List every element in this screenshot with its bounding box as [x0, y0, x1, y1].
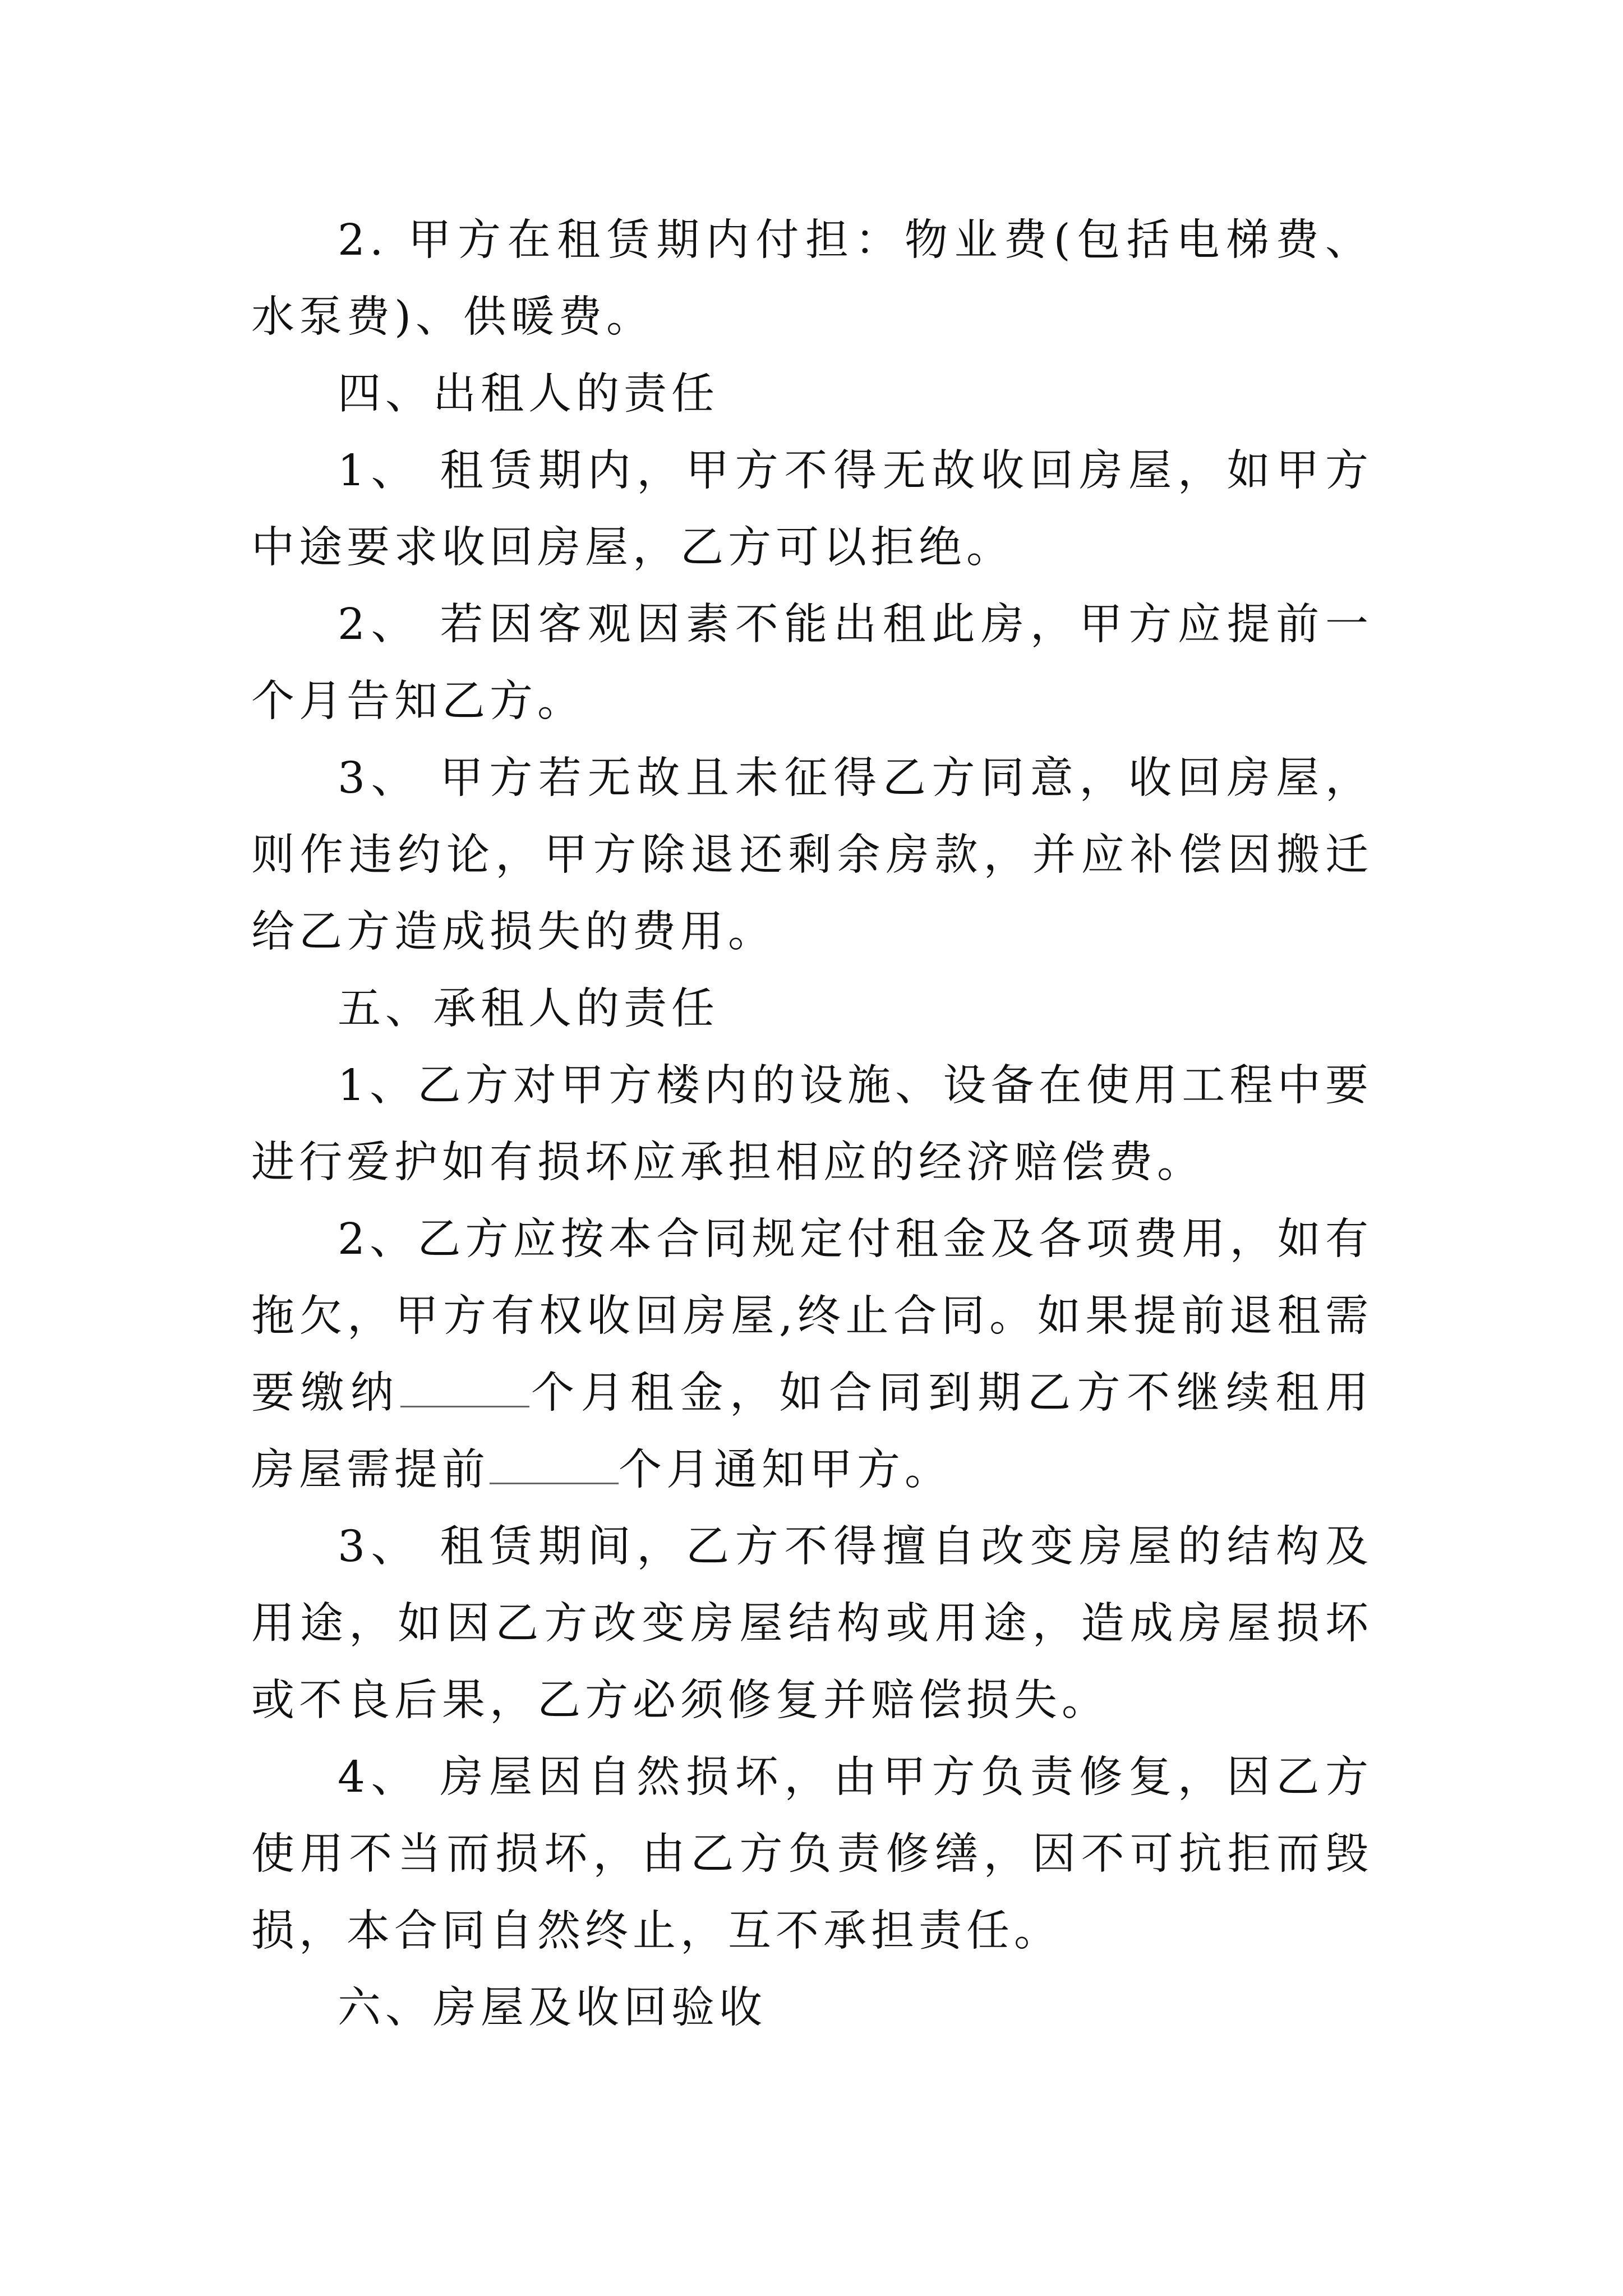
fill-in-blank [490, 1443, 619, 1484]
section-heading: 四、出租人的责任 [338, 369, 719, 419]
fill-in-blank [400, 1366, 529, 1407]
paragraph: 2、 若因客观因素不能出租此房，甲方应提前一个月告知乙方。 [251, 600, 1373, 726]
paragraph: 4、 房屋因自然损坏，由甲方负责修复，因乙方使用不当而损坏，由乙方负责修缮，因不可抗拒而毁损，本合同自然终止，互不承担责任。 [251, 1752, 1373, 1956]
paragraph: 3、 租赁期间，乙方不得擅自改变房屋的结构及用途，如因乙方改变房屋结构或用途，造成房屋损坏或不良后果，乙方必须修复并赔偿损失。 [251, 1522, 1373, 1726]
document-body [251, 202, 1373, 2046]
paragraph-text: 2、乙方应按本合同规定付租金及各项费用，如有拖欠，甲方有权收回房屋,终止合同。如果提前退租需要缴纳 [251, 1214, 1373, 1418]
paragraph-text: 个月通知甲方。 [619, 1445, 952, 1495]
section-heading: 五、承租人的责任 [338, 984, 719, 1034]
section-heading: 六、房屋及收回验收 [338, 1983, 767, 2033]
paragraph: 3、 甲方若无故且未征得乙方同意，收回房屋，则作违约论，甲方除退还剩余房款，并应补偿因搬迁给乙方造成损失的费用。 [251, 753, 1373, 957]
paragraph: 2. 甲方在租赁期内付担：物业费(包括电梯费、水泵费)、供暖费。 [251, 215, 1373, 342]
paragraph: 1、 租赁期内，甲方不得无故收回房屋，如甲方中途要求收回房屋，乙方可以拒绝。 [251, 446, 1373, 573]
paragraph: 1、乙方对甲方楼内的设施、设备在使用工程中要进行爱护如有损坏应承担相应的经济赔偿费。 [251, 1061, 1373, 1188]
paragraph-with-blanks [251, 1201, 1373, 1508]
paragraph-text: 个月租金，如合同到期乙方不继续租用房屋需提前 [251, 1368, 1373, 1495]
